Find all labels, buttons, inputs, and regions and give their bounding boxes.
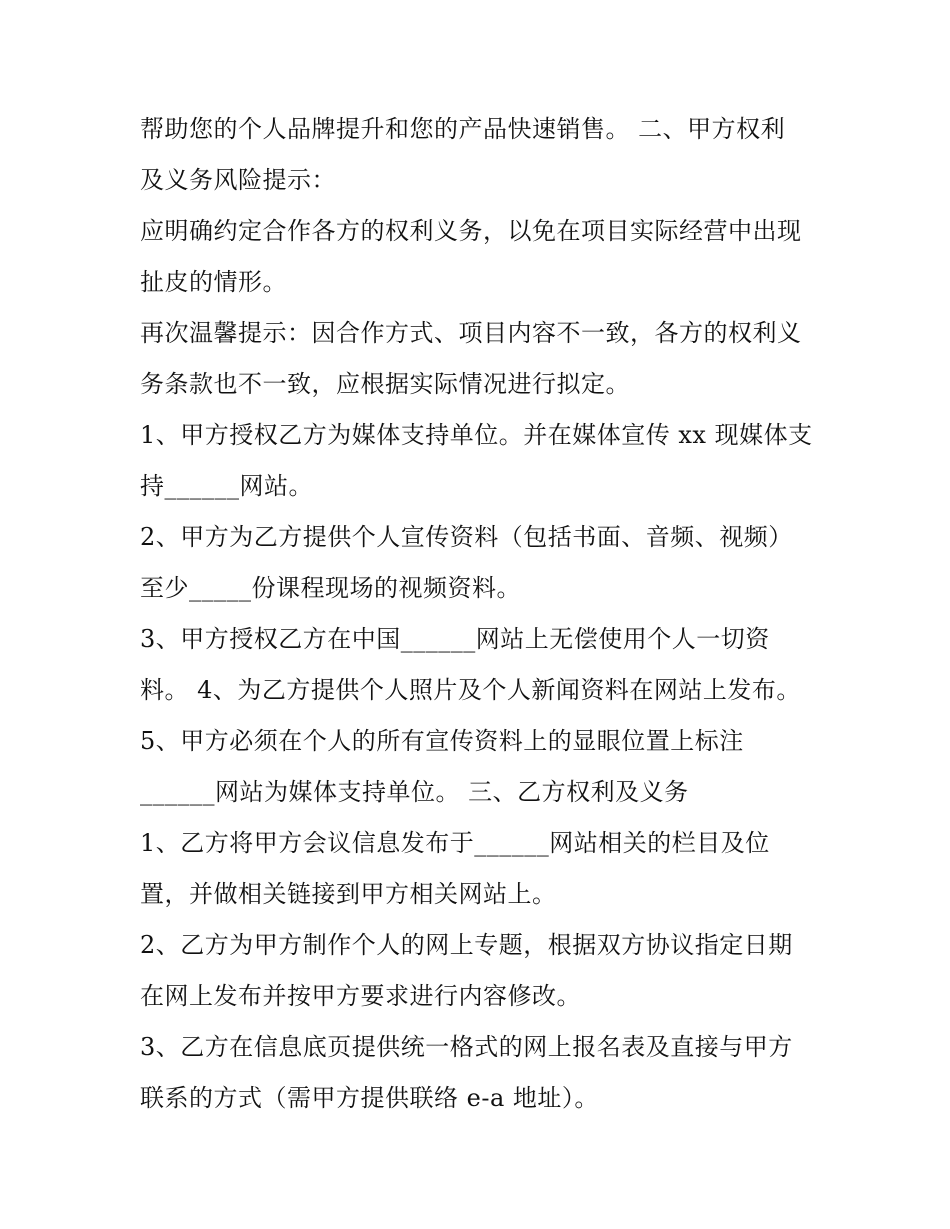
text-line: 再次温馨提示：因合作方式、项目内容不一致，各方的权利义 — [140, 319, 802, 347]
text-line: 料。 4、为乙方提供个人照片及个人新闻资料在网站上发布。 — [140, 676, 801, 704]
text-line: 3、乙方在信息底页提供统一格式的网上报名表及直接与甲方 — [140, 1033, 793, 1061]
text-line: 持______网站。 — [140, 472, 313, 500]
text-line: 1、乙方将甲方会议信息发布于______网站相关的栏目及位 — [140, 829, 770, 857]
text-line: 帮助您的个人品牌提升和您的产品快速销售。 二、甲方权利 — [140, 115, 786, 143]
text-line: ______网站为媒体支持单位。 三、乙方权利及义务 — [140, 778, 689, 806]
text-line: 及义务风险提示： — [140, 166, 336, 194]
text-line: 联系的方式（需甲方提供联络 e-a 地址）。 — [140, 1084, 599, 1112]
document-body — [140, 104, 820, 1124]
text-line: 置，并做相关链接到甲方相关网站上。 — [140, 880, 557, 908]
text-line: 应明确约定合作各方的权利义务，以免在项目实际经营中出现 — [140, 217, 802, 245]
text-line: 扯皮的情形。 — [140, 268, 287, 296]
text-line: 3、甲方授权乙方在中国______网站上无偿使用个人一切资 — [140, 625, 770, 653]
text-line: 2、甲方为乙方提供个人宣传资料（包括书面、音频、视频） — [140, 523, 793, 551]
text-line: 5、甲方必须在个人的所有宣传资料上的显眼位置上标注 — [140, 727, 744, 755]
text-line: 在网上发布并按甲方要求进行内容修改。 — [140, 982, 581, 1010]
text-line: 1、甲方授权乙方为媒体支持单位。并在媒体宣传 xx 现媒体支 — [140, 421, 813, 449]
text-line: 务条款也不一致，应根据实际情况进行拟定。 — [140, 370, 630, 398]
text-line: 至少_____份课程现场的视频资料。 — [140, 574, 521, 602]
text-line: 2、乙方为甲方制作个人的网上专题，根据双方协议指定日期 — [140, 931, 793, 959]
